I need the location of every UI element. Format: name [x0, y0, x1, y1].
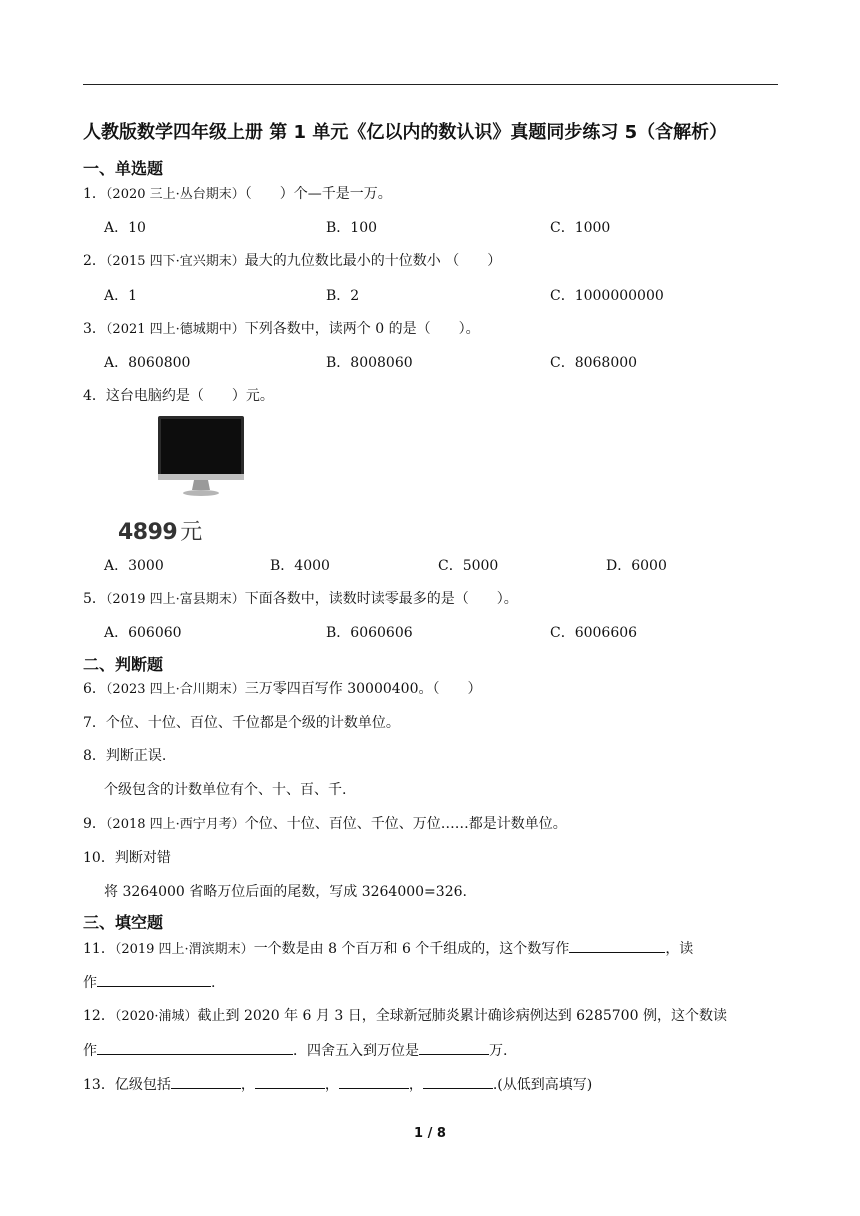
- option-c: C．8068000: [550, 355, 638, 371]
- question-4: [83, 386, 274, 406]
- answer-blank[interactable]: [97, 972, 211, 987]
- option-a: A．8060800: [104, 355, 191, 371]
- question-8: [83, 746, 166, 766]
- question-number: 12．: [83, 1008, 115, 1024]
- question-3: [83, 319, 480, 340]
- question-text: 下列各数中，读两个 0 的是（ ）。: [244, 321, 480, 337]
- answer-blank[interactable]: [171, 1074, 241, 1089]
- question-2: [83, 251, 501, 272]
- question-number: 13．: [83, 1077, 115, 1093]
- question-text-cont: ．四舍五入到万位是: [293, 1043, 419, 1059]
- question-number: 3．: [83, 321, 106, 337]
- question-text-cont: 万.: [489, 1043, 508, 1059]
- question-number: 11．: [83, 941, 115, 957]
- question-number: 10．: [83, 850, 115, 866]
- question-11-line2: [83, 972, 215, 993]
- section-heading-single-choice: 一、单选题: [83, 159, 164, 178]
- separator: ，: [408, 1077, 423, 1093]
- price-unit: 元: [180, 520, 202, 545]
- option-a: A．1: [104, 288, 138, 304]
- question-text: 判断正误.: [105, 748, 167, 764]
- option-a: A．606060: [104, 625, 182, 641]
- question-source: （2020·浦城）: [114, 1009, 198, 1024]
- question-number: 7．: [83, 715, 106, 731]
- section-heading-fill-blank: 三、填空题: [83, 913, 164, 932]
- question-source: （2015 四下·宜兴期末）: [105, 254, 245, 269]
- question-text: 一个数是由 8 个百万和 6 个千组成的，这个数写作: [253, 941, 570, 957]
- price-value: 4899: [118, 520, 178, 545]
- question-number: 1．: [83, 186, 106, 202]
- question-number: 4．: [83, 388, 106, 404]
- question-number: 8．: [83, 748, 106, 764]
- answer-blank[interactable]: [569, 938, 665, 953]
- answer-blank[interactable]: [97, 1040, 293, 1055]
- question-text-cont: 作: [83, 1043, 97, 1059]
- answer-blank[interactable]: [339, 1074, 409, 1089]
- option-b: B．6060606: [326, 625, 413, 641]
- question-source: （2023 四上·合川期末）: [105, 682, 245, 697]
- question-11: [83, 938, 693, 960]
- question-text: 判断对错: [114, 850, 171, 866]
- question-6: [83, 679, 482, 700]
- question-text: 个位、十位、百位、千位、万位……都是计数单位。: [244, 816, 567, 832]
- question-5: [83, 589, 518, 610]
- page-number: 1 / 8: [414, 1126, 446, 1141]
- question-text: 最大的九位数比最小的十位数小 （ ）: [244, 253, 502, 269]
- option-a: A．3000: [104, 558, 164, 574]
- question-source: （2018 四上·西宁月考）: [105, 817, 245, 832]
- question-text-cont: ，读: [665, 941, 694, 957]
- option-c: C．1000000000: [550, 288, 664, 304]
- question-7: [83, 713, 400, 733]
- option-b: B．4000: [270, 558, 330, 574]
- option-d: D．6000: [606, 558, 667, 574]
- question-source: （2021 四上·德城期中）: [105, 322, 245, 337]
- option-b: B．2: [326, 288, 360, 304]
- question-9: [83, 814, 567, 835]
- separator: ，: [324, 1077, 339, 1093]
- question-text: 个位、十位、百位、千位都是个级的计数单位。: [105, 715, 400, 731]
- question-number: 2．: [83, 253, 106, 269]
- question-text-cont: .: [211, 975, 216, 991]
- question-8-statement: 个级包含的计数单位有个、十、百、千.: [104, 782, 347, 798]
- question-text: 截止到 2020 年 6 月 3 日，全球新冠肺炎累计确诊病例达到 6285700 例，这个数读: [197, 1008, 727, 1024]
- computer-monitor-icon: [158, 416, 244, 498]
- question-text-cont: 作: [83, 975, 97, 991]
- question-text: 三万零四百写作 30000400。（ ）: [244, 681, 482, 697]
- separator: ，: [240, 1077, 255, 1093]
- question-number: 5．: [83, 591, 106, 607]
- question-number: 6．: [83, 681, 106, 697]
- price-label: [118, 515, 202, 546]
- section-heading-true-false: 二、判断题: [83, 655, 164, 674]
- question-source: （2019 四上·富县期末）: [105, 592, 245, 607]
- question-1: [83, 184, 392, 205]
- option-c: C．6006606: [550, 625, 638, 641]
- question-source: （2019 四上·渭滨期末）: [114, 942, 254, 957]
- answer-blank[interactable]: [419, 1040, 489, 1055]
- question-text: （ ）个—千是一万。: [244, 186, 392, 202]
- question-12: [83, 1006, 727, 1027]
- question-10-statement: 将 3264000 省略万位后面的尾数，写成 3264000=326.: [104, 884, 467, 900]
- question-text: 下面各数中，读数时读零最多的是（ ）。: [244, 591, 518, 607]
- question-13: [83, 1074, 592, 1095]
- question-number: 9．: [83, 816, 106, 832]
- option-c: C．5000: [438, 558, 499, 574]
- page-title: 人教版数学四年级上册 第 1 单元《亿以内的数认识》真题同步练习 5（含解析）: [83, 122, 728, 143]
- answer-blank[interactable]: [255, 1074, 325, 1089]
- question-text: 亿级包括: [114, 1077, 171, 1093]
- question-10: [83, 848, 171, 868]
- option-c: C．1000: [550, 220, 611, 236]
- question-12-line2: [83, 1040, 507, 1061]
- answer-blank[interactable]: [423, 1074, 493, 1089]
- option-b: B．100: [326, 220, 378, 236]
- question-text-cont: .(从低到高填写): [492, 1077, 593, 1093]
- question-source: （2020 三上·丛台期末）: [105, 187, 245, 202]
- header-rule: [83, 84, 778, 85]
- question-text: 这台电脑约是（ ）元。: [105, 388, 274, 404]
- option-b: B．8008060: [326, 355, 413, 371]
- option-a: A．10: [104, 220, 146, 236]
